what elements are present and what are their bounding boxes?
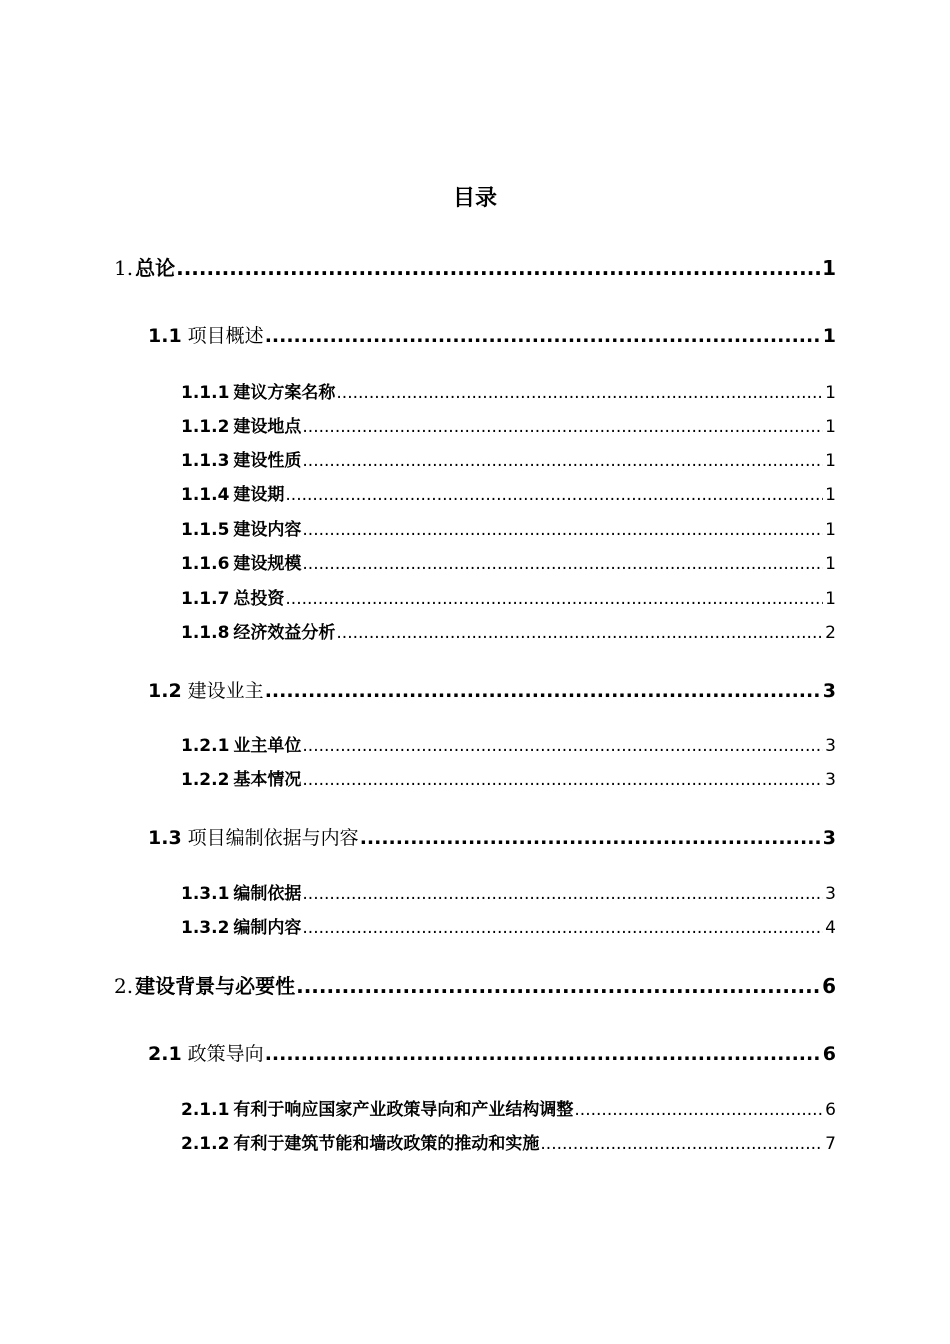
- toc-entry-level-3[interactable]: [181, 586, 836, 612]
- toc-entry-number: 2.1.2: [181, 1134, 230, 1154]
- toc-entry-title: 总论: [135, 256, 176, 280]
- toc-entry-number: 1.1.6: [181, 554, 230, 574]
- toc-entry-number: 1.1.7: [181, 589, 230, 609]
- toc-entry-level-3[interactable]: [181, 1131, 836, 1157]
- toc-entry-title: 建设背景与必要性: [135, 974, 296, 998]
- toc-entry-page-number: 1: [825, 383, 836, 403]
- toc-entry-level-3[interactable]: [181, 915, 836, 941]
- toc-entry-number: 1.3.1: [181, 884, 230, 904]
- toc-entry-page-number: 3: [822, 680, 836, 702]
- toc-entry-level-3[interactable]: [181, 551, 836, 577]
- toc-entry-page-number: 3: [825, 770, 836, 790]
- toc-entry-number: 1.1.1: [181, 383, 230, 403]
- toc-entry-title: 编制依据: [233, 884, 302, 904]
- toc-entry-number: 1.1.3: [181, 451, 230, 471]
- toc-entry-level-2[interactable]: [148, 824, 836, 852]
- toc-entry-title: 建设期: [233, 485, 285, 505]
- toc-entry-number: 2.: [114, 974, 134, 998]
- toc-dot-leader: [336, 620, 823, 646]
- toc-dot-leader: [574, 1097, 823, 1123]
- toc-entry-page-number: 4: [825, 918, 836, 938]
- toc-dot-leader: [296, 971, 820, 1001]
- toc-entry-page-number: 2: [825, 623, 836, 643]
- toc-entry-page-number: 7: [825, 1134, 836, 1154]
- toc-entry-level-3[interactable]: [181, 1097, 836, 1123]
- toc-entry-level-3[interactable]: [181, 767, 836, 793]
- toc-entry-title: 建设规模: [233, 554, 302, 574]
- toc-entry-page-number: 6: [825, 1100, 836, 1120]
- toc-entry-page-number: 6: [822, 1043, 836, 1065]
- toc-entry-page-number: 1: [825, 589, 836, 609]
- toc-entry-page-number: 3: [825, 884, 836, 904]
- toc-entry-page-number: 6: [822, 974, 836, 998]
- toc-entry-number: 1.1.8: [181, 623, 230, 643]
- toc-dot-leader: [176, 253, 820, 283]
- toc-dot-leader: [540, 1131, 823, 1157]
- toc-dot-leader: [360, 824, 821, 852]
- toc-entry-page-number: 1: [822, 256, 836, 280]
- toc-entry-level-3[interactable]: [181, 733, 836, 759]
- toc-dot-leader: [265, 1040, 821, 1068]
- toc-dot-leader: [302, 517, 823, 543]
- toc-entry-title: 基本情况: [233, 770, 302, 790]
- toc-entry-title: 建设地点: [233, 417, 302, 437]
- toc-entry-number: 1.1.2: [181, 417, 230, 437]
- toc-entry-number: 1.2.2: [181, 770, 230, 790]
- toc-entry-level-3[interactable]: [181, 380, 836, 406]
- toc-entry-title: 建设性质: [233, 451, 302, 471]
- toc-entry-number: 1.1.4: [181, 485, 230, 505]
- toc-dot-leader: [265, 322, 821, 350]
- toc-dot-leader: [302, 767, 823, 793]
- toc-entry-title: 业主单位: [233, 736, 302, 756]
- toc-entry-number: 1.1.5: [181, 520, 230, 540]
- toc-dot-leader: [265, 677, 821, 705]
- toc-title: 目录: [452, 186, 497, 211]
- toc-entry-title: 项目概述: [187, 325, 264, 347]
- toc-entry-title: 建议方案名称: [233, 383, 336, 403]
- toc-entry-title: 经济效益分析: [233, 623, 336, 643]
- toc-entry-title: 建设业主: [187, 680, 264, 702]
- toc-entry-page-number: 1: [825, 417, 836, 437]
- toc-dot-leader: [302, 881, 823, 907]
- toc-entry-page-number: 3: [822, 827, 836, 849]
- toc-entry-title: 建设内容: [233, 520, 302, 540]
- toc-dot-leader: [302, 915, 823, 941]
- toc-entry-title: 有利于响应国家产业政策导向和产业结构调整: [233, 1100, 574, 1120]
- toc-entry-page-number: 1: [825, 485, 836, 505]
- toc-entry-number: 1.1: [148, 325, 182, 347]
- toc-entry-level-3[interactable]: [181, 517, 836, 543]
- toc-entry-level-3[interactable]: [181, 414, 836, 440]
- toc-entry-level-3[interactable]: [181, 482, 836, 508]
- toc-entry-page-number: 1: [825, 451, 836, 471]
- toc-dot-leader: [302, 551, 823, 577]
- toc-entry-level-3[interactable]: [181, 881, 836, 907]
- toc-entry-level-2[interactable]: [148, 322, 836, 350]
- toc-entry-level-3[interactable]: [181, 620, 836, 646]
- toc-entry-title: 政策导向: [187, 1043, 264, 1065]
- toc-entry-title: 编制内容: [233, 918, 302, 938]
- toc-entry-title: 有利于建筑节能和墙改政策的推动和实施: [233, 1134, 540, 1154]
- toc-entry-title: 项目编制依据与内容: [187, 827, 359, 849]
- toc-entry-level-3[interactable]: [181, 448, 836, 474]
- toc-entry-number: 2.1: [148, 1043, 182, 1065]
- toc-entry-level-2[interactable]: [148, 677, 836, 705]
- toc-dot-leader: [336, 380, 823, 406]
- toc-entry-level-1[interactable]: [114, 253, 836, 283]
- toc-entry-number: 1.: [114, 256, 134, 280]
- toc-dot-leader: [285, 482, 823, 508]
- toc-entry-number: 1.2.1: [181, 736, 230, 756]
- toc-entry-number: 2.1.1: [181, 1100, 230, 1120]
- toc-dot-leader: [302, 733, 823, 759]
- toc-entry-page-number: 1: [825, 554, 836, 574]
- toc-entry-level-1[interactable]: [114, 971, 836, 1001]
- toc-dot-leader: [285, 586, 823, 612]
- toc-entry-level-2[interactable]: [148, 1040, 836, 1068]
- toc-entry-number: 1.2: [148, 680, 182, 702]
- toc-entry-number: 1.3: [148, 827, 182, 849]
- toc-entry-page-number: 3: [825, 736, 836, 756]
- toc-dot-leader: [302, 414, 823, 440]
- toc-entry-page-number: 1: [825, 520, 836, 540]
- toc-dot-leader: [302, 448, 823, 474]
- toc-entry-title: 总投资: [233, 589, 285, 609]
- toc-entry-page-number: 1: [822, 325, 836, 347]
- toc-entry-number: 1.3.2: [181, 918, 230, 938]
